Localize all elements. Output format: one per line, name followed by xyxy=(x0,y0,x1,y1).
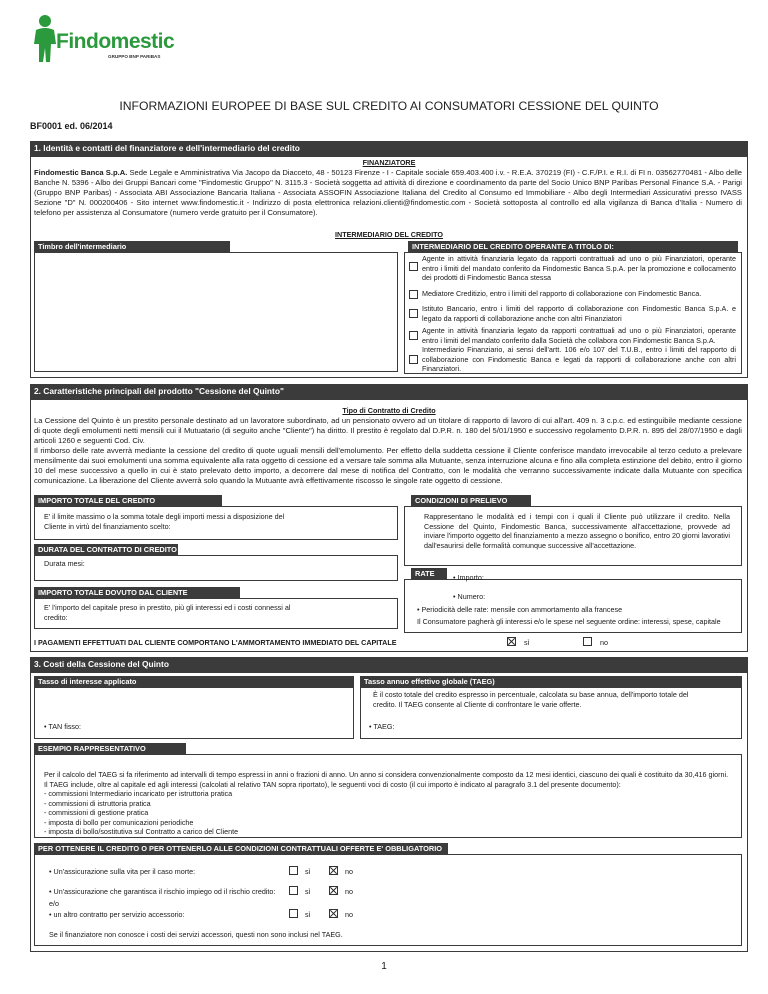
section-1-title: 1. Identità e contatti del finanziatore e dell'intermediario del credito xyxy=(30,141,748,156)
durata-text: Durata mesi: xyxy=(44,559,85,568)
page-number: 1 xyxy=(381,961,387,972)
option-3-text: Istituto Bancario, entro i limiti del rapporto di collaborazione con Findomestic Banca S.p.A. e legato da rapporti di collaborazione anche con altri Finanziatori xyxy=(422,304,736,323)
intermediario-label: INTERMEDIARIO DEL CREDITO xyxy=(335,230,443,239)
eo-text: e/o xyxy=(49,899,59,908)
esempio-line: - commissioni Intermediario incaricato per istruttoria pratica xyxy=(44,789,233,798)
page-title: INFORMAZIONI EUROPEE DI BASE SUL CREDITO AI CONSUMATORI CESSIONE DEL QUINTO xyxy=(119,99,659,113)
accessori-note: Se il finanziatore non conosce i costi dei servizi accessori, questi non sono inclusi nel TAEG. xyxy=(49,930,343,939)
ins3-no-checkbox[interactable] xyxy=(329,909,338,918)
ins3-si-checkbox[interactable] xyxy=(289,909,298,918)
finanziatore-details: Sede Legale e Amministrativa Via Jacopo da Diacceto, 48 - 50123 Firenze - I - Capitale sociale 659.403.400 i.v. - R.E.A. 370219 (FI) - C.F./P.I. e R.I. di FI n. 03562770481 - Albo delle Banche N. 5396 - Albo dei Gruppi Bancari come "Findomestic Gruppo" N. 3115.3 - Società soggetta ad attività di direzione e coordinamento da parte del Socio Unico BNP Paribas Personal Finance S.A. - Parigi (Gruppo BNP Paribas) - Associata ABI Associazione Bancaria Italiana - Associata ASSOFIN Associazione Italiana del Credito al Consumo ed Immobiliare - Albo degli Intermediari Assicurativi presso IVASS Sezione "D" N. 000200406 - Sito internet www.findomestic.it - Indirizzo di posta elettronica relazioni.clienti@findomestic.com - Società sottoposta al controllo ed alla vigilanza di Banca d'Italia - Numero di telefono per assistenza al Consumatore (numero verde gratuito per il Consumatore). xyxy=(34,168,742,217)
pagamenti-text: I PAGAMENTI EFFETTUATI DAL CLIENTE COMPORTANO L'AMMORTAMENTO IMMEDIATO DEL CAPITALE xyxy=(34,638,397,647)
pagamenti-no-checkbox[interactable] xyxy=(583,637,592,646)
option-2-text: Mediatore Creditizio, entro i limiti del rapporto di collaborazione con Findomestic Banca. xyxy=(422,289,702,298)
condizioni-text: Rappresentano le modalità ed i tempi con i quali il Cliente può utilizzare il credito. Nella Cessione del Quinto, Findomestic Banca, successivamente all'accettazione, provvede ad inviare l'importo oggetto del finanziamento a mezzo assegno o bonifico, entro 20 giorni lavorativi dall'esaurirsi delle formalità comunque successive all'accettazione. xyxy=(424,512,730,550)
finanziatore-label: FINANZIATORE xyxy=(362,158,416,167)
type-paragraph-1: La Cessione del Quinto è un prestito personale destinato ad un lavoratore subordinato, ad un pensionato ovvero ad un titolare di rapporto di lavoro di cui all'art. 409 n. 3 c.p.c. ed estinguibile mediante cessione di quote degli emolumenti netti mensili cui il Mutuatario (di seguito anche "Cliente") ha diritto. Il prestito è regolato dal D.P.R. n. 180 del 5/01/1950 e successivo regolamento D.P.R. n. 895 del 28/07/1950 e dagli articoli 1260 e seguenti Cod. Civ. xyxy=(34,416,742,445)
option-3-checkbox[interactable] xyxy=(409,309,418,318)
int-role-label: INTERMEDIARIO DEL CREDITO OPERANTE A TITOLO DI: xyxy=(408,241,738,252)
pagamenti-si-label: sì xyxy=(524,638,530,647)
dovuto-label: IMPORTO TOTALE DOVUTO DAL CLIENTE xyxy=(34,587,240,598)
ins3-text: • un altro contratto per servizio accessorio: xyxy=(49,910,185,919)
taeg-label: Tasso annuo effettivo globale (TAEG) xyxy=(360,676,742,687)
durata-box xyxy=(34,555,398,581)
section-3-title: 3. Costi della Cessione del Quinto xyxy=(30,657,748,672)
option-1-checkbox[interactable] xyxy=(409,262,418,271)
ins2-no-text: no xyxy=(345,887,353,896)
tan-label: Tasso di interesse applicato xyxy=(34,676,354,687)
option-2-checkbox[interactable] xyxy=(409,290,418,299)
ins2-si-text: sì xyxy=(305,887,311,896)
importo-totale-label: IMPORTO TOTALE DEL CREDITO xyxy=(34,495,222,506)
ins1-si-text: sì xyxy=(305,867,311,876)
brand-name: Findomestic xyxy=(56,30,175,53)
doc-code: BF0001 ed. 06/2014 xyxy=(30,121,113,131)
ins1-si-checkbox[interactable] xyxy=(289,866,298,875)
esempio-line: Il TAEG include, oltre al capitale ed agli interessi (calcolati al relativo TAN sopra riportato), le seguenti voci di costo (il cui importo è indicato al paragrafo 3.1 del presente documento): xyxy=(44,779,621,789)
rate-periodicity: • Periodicità delle rate: mensile con ammortamento alla francese xyxy=(417,605,623,614)
logo xyxy=(30,14,180,66)
ins2-si-checkbox[interactable] xyxy=(289,886,298,895)
brand-group: GRUPPO BNP PARIBAS xyxy=(108,54,161,59)
importo-totale-text: E' il limite massimo o la somma totale degli importi messi a disposizione del Cliente in virtù del finanziamento scelto: xyxy=(44,512,285,531)
option-1-text: Agente in attività finanziaria legato da rapporti contrattuali ad uno o più Finanziatori, operante entro i limiti del mandato conferito da Findomestic Banca S.p.A. per la promozione e collocamento dei prodotti di Findomestic Banca stessa xyxy=(422,254,736,282)
option-4-text: Agente in attività finanziaria legato da rapporti contrattuali ad uno o più Finanziatori, operante entro i limiti del mandato conferito dalla Società che collabora con Findomestic Banca S.p.A. xyxy=(422,326,736,345)
durata-label: DURATA DEL CONTRATTO DI CREDITO xyxy=(34,544,178,555)
stamp-area xyxy=(34,252,398,372)
finanziatore-text xyxy=(34,168,742,218)
esempio-label: ESEMPIO RAPPRESENTATIVO xyxy=(34,743,186,754)
type-paragraph-2: Il rimborso delle rate avverrà mediante la cessione del credito di quote uguali mensili dell'emolumento. Per effetto della suddetta cessione il Cliente conferisce mandato irrevocabile al terzo ceduto a prelevare mensilmente dai suoi emolumenti una somma equivalente alla rata oggetto di cessione ed a versare tale somma alla Mutuante, senza interruzione alcuna e fino alla completa estinzione del debito, entro il giorno 10 del mese successivo a quello in cui è stato prelevato detto importo, a decorrere dal mese di notifica del Contratto, con le modalità che verranno successivamente indicate dalla Mutuante con specifica comunicazione. La liberazione del Cliente avverrà solo quando la Mutuante avrà effettivamente riscosso le singole rate oggetto di cessione. xyxy=(34,446,742,485)
option-5-text: Intermediario Finanziario, ai sensi dell'artt. 106 e/o 107 del T.U.B., entro i limiti del rapporto di collaborazione con Findomestic Banca e legati da rapporti di collaborazione anche con altri Finanziatori. xyxy=(422,345,736,373)
option-4-checkbox[interactable] xyxy=(409,331,418,340)
rate-importo: • Importo: xyxy=(453,573,484,582)
tan-fisso: • TAN fisso: xyxy=(44,722,81,731)
rate-numero: • Numero: xyxy=(453,592,486,601)
esempio-line: - imposta di bollo/sostitutiva sul Contratto a carico del Cliente xyxy=(44,827,239,836)
taeg-value: • TAEG: xyxy=(369,722,395,731)
ins2-no-checkbox[interactable] xyxy=(329,886,338,895)
section-2-title: 2. Caratteristiche principali del prodotto "Cessione del Quinto" xyxy=(30,384,748,399)
rate-order: Il Consumatore pagherà gli interessi e/o le spese nel seguente ordine: interessi, spese, capitale xyxy=(417,617,721,626)
taeg-text: È il costo totale del credito espresso in percentuale, calcolata su base annua, dell'importo totale del credito. Il TAEG consente al Cliente di confrontare le varie offerte. xyxy=(373,690,689,709)
esempio-line: - commissioni di gestione pratica xyxy=(44,808,149,817)
ins1-no-text: no xyxy=(345,867,353,876)
pagamenti-si-checkbox[interactable] xyxy=(507,637,516,646)
tan-box xyxy=(34,687,354,739)
dovuto-text: E' l'importo del capitale preso in prestito, più gli interessi ed i costi connessi al credito: xyxy=(44,603,291,622)
ins2-text: • Un'assicurazione che garantisca il rischio impiego od il rischio credito: xyxy=(49,887,276,896)
finanziatore-name: Findomestic Banca S.p.A. xyxy=(34,168,128,177)
stamp-label: Timbro dell'intermediario xyxy=(34,241,230,252)
rate-label: RATE xyxy=(411,568,447,579)
obbligatorio-label: PER OTTENERE IL CREDITO O PER OTTENERLO ALLE CONDIZIONI CONTRATTUALI OFFERTE E' OBBLIGATORIO SOTTOSCRIVERE: xyxy=(34,843,448,854)
ins3-no-text: no xyxy=(345,910,353,919)
esempio-line: - commissioni di istruttoria pratica xyxy=(44,798,151,808)
pagamenti-no-label: no xyxy=(600,638,608,647)
esempio-line: Per il calcolo del TAEG si fa riferimento ad intervalli di tempo espressi in anni o frazioni di anno. Un anno si considera convenzionalmente composto da 12 mesi identici, ciascuno dei quali è costituito da 30,416 giorni. xyxy=(44,770,729,779)
esempio-line: - imposta di bollo per comunicazioni periodiche xyxy=(44,817,194,827)
ins1-text: • Un'assicurazione sulla vita per il caso morte: xyxy=(49,867,196,876)
option-5-checkbox[interactable] xyxy=(409,355,418,364)
esempio-text xyxy=(44,770,734,837)
ins1-no-checkbox[interactable] xyxy=(329,866,338,875)
condizioni-label: CONDIZIONI DI PRELIEVO xyxy=(411,495,531,506)
ins3-si-text: sì xyxy=(305,910,311,919)
type-label: Tipo di Contratto di Credito xyxy=(342,406,436,415)
